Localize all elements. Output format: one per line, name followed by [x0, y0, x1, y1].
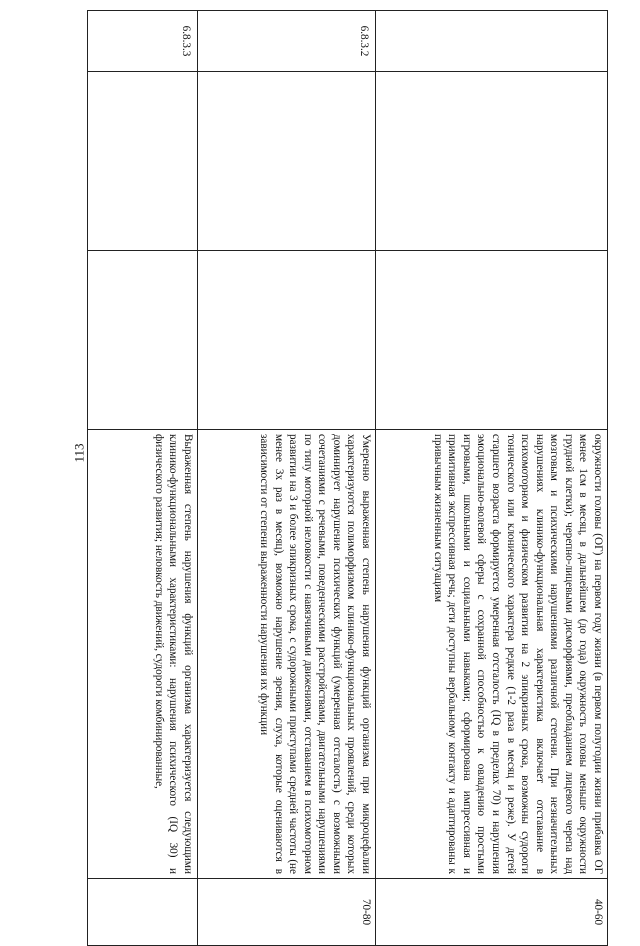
code-cell — [88, 11, 198, 72]
rotated-table-wrapper — [88, 10, 608, 926]
code-cell — [376, 11, 608, 72]
score-cell — [88, 879, 198, 946]
empty-cell — [88, 251, 198, 430]
code-value: 6.8.3.2 — [358, 25, 370, 57]
code-value — [603, 15, 605, 67]
table-row — [198, 11, 376, 946]
code-value: 6.8.3.3 — [180, 25, 192, 57]
description-cell: Умеренно выраженная степень нарушения функций организма при микроцефалии характеризуются полиморфизмом клинико-функциональных проявлений, среди которых доминирует нарушение психических функций (умеренная отсталость) с возможными сочетаниями с речевыми, поведенческими расстройствами, двигательными нарушениями по типу моторной неловкости с навязчивыми движениями, отставанием в психомоторном развитии на 3 и более эпикризных срока, с судорожными приступами средней частоты (не менее 3х раз в месяц), возможно нарушение зрения, слуха, которые оцениваются в зависимости от степени выраженности нарушения их функции — [198, 430, 376, 879]
empty-cell — [88, 72, 198, 251]
score-cell: 70-80 — [198, 879, 376, 946]
page-number: 113 — [71, 443, 87, 463]
table-row — [88, 11, 198, 946]
empty-cell — [198, 72, 376, 251]
empty-cell — [198, 251, 376, 430]
code-cell — [198, 11, 376, 72]
empty-cell — [376, 251, 608, 430]
description-cell: окружности головы (ОГ) на первом году жизни (в первом полугодии жизни прибавка ОГ менее 1см в месяц, в дальнейшем (до года) окружность головы меньше окружности грудной клетки); черепно-лицевыми дисморфиями, преобладанием лицевого черепа над мозговым и психическими нарушениями различной степени. При незначительных нарушениях клинико-функциональная характеристика включает отставание в психомоторном и физическом развитии на 2 эпикризных срока, возможны судороги тонического или клонического характера редкие (1-2 раза в месяц и реже). У детей старшего возраста формируется умеренная отсталость (IQ в пределах 70) и нарушения эмоционально-волевой сферы с сохранной способностью к овладению простыми игровыми, школьными и социальными навыками; сформирована импрессивная и примитивная экспрессивная речь; дети доступны вербальному контакту и адаптированы к привычным жизненным ситуациям — [376, 430, 608, 879]
score-cell: 40-60 — [376, 879, 608, 946]
description-cell: Выраженная степень нарушения функций организма характеризуется следующими клинико-функциональными характеристиками: нарушения психического (IQ 30) и физического развития; неловкость движений, судороги комбинированные, — [88, 430, 198, 879]
table-row — [376, 11, 608, 946]
empty-cell — [376, 72, 608, 251]
classification-table — [87, 10, 608, 946]
